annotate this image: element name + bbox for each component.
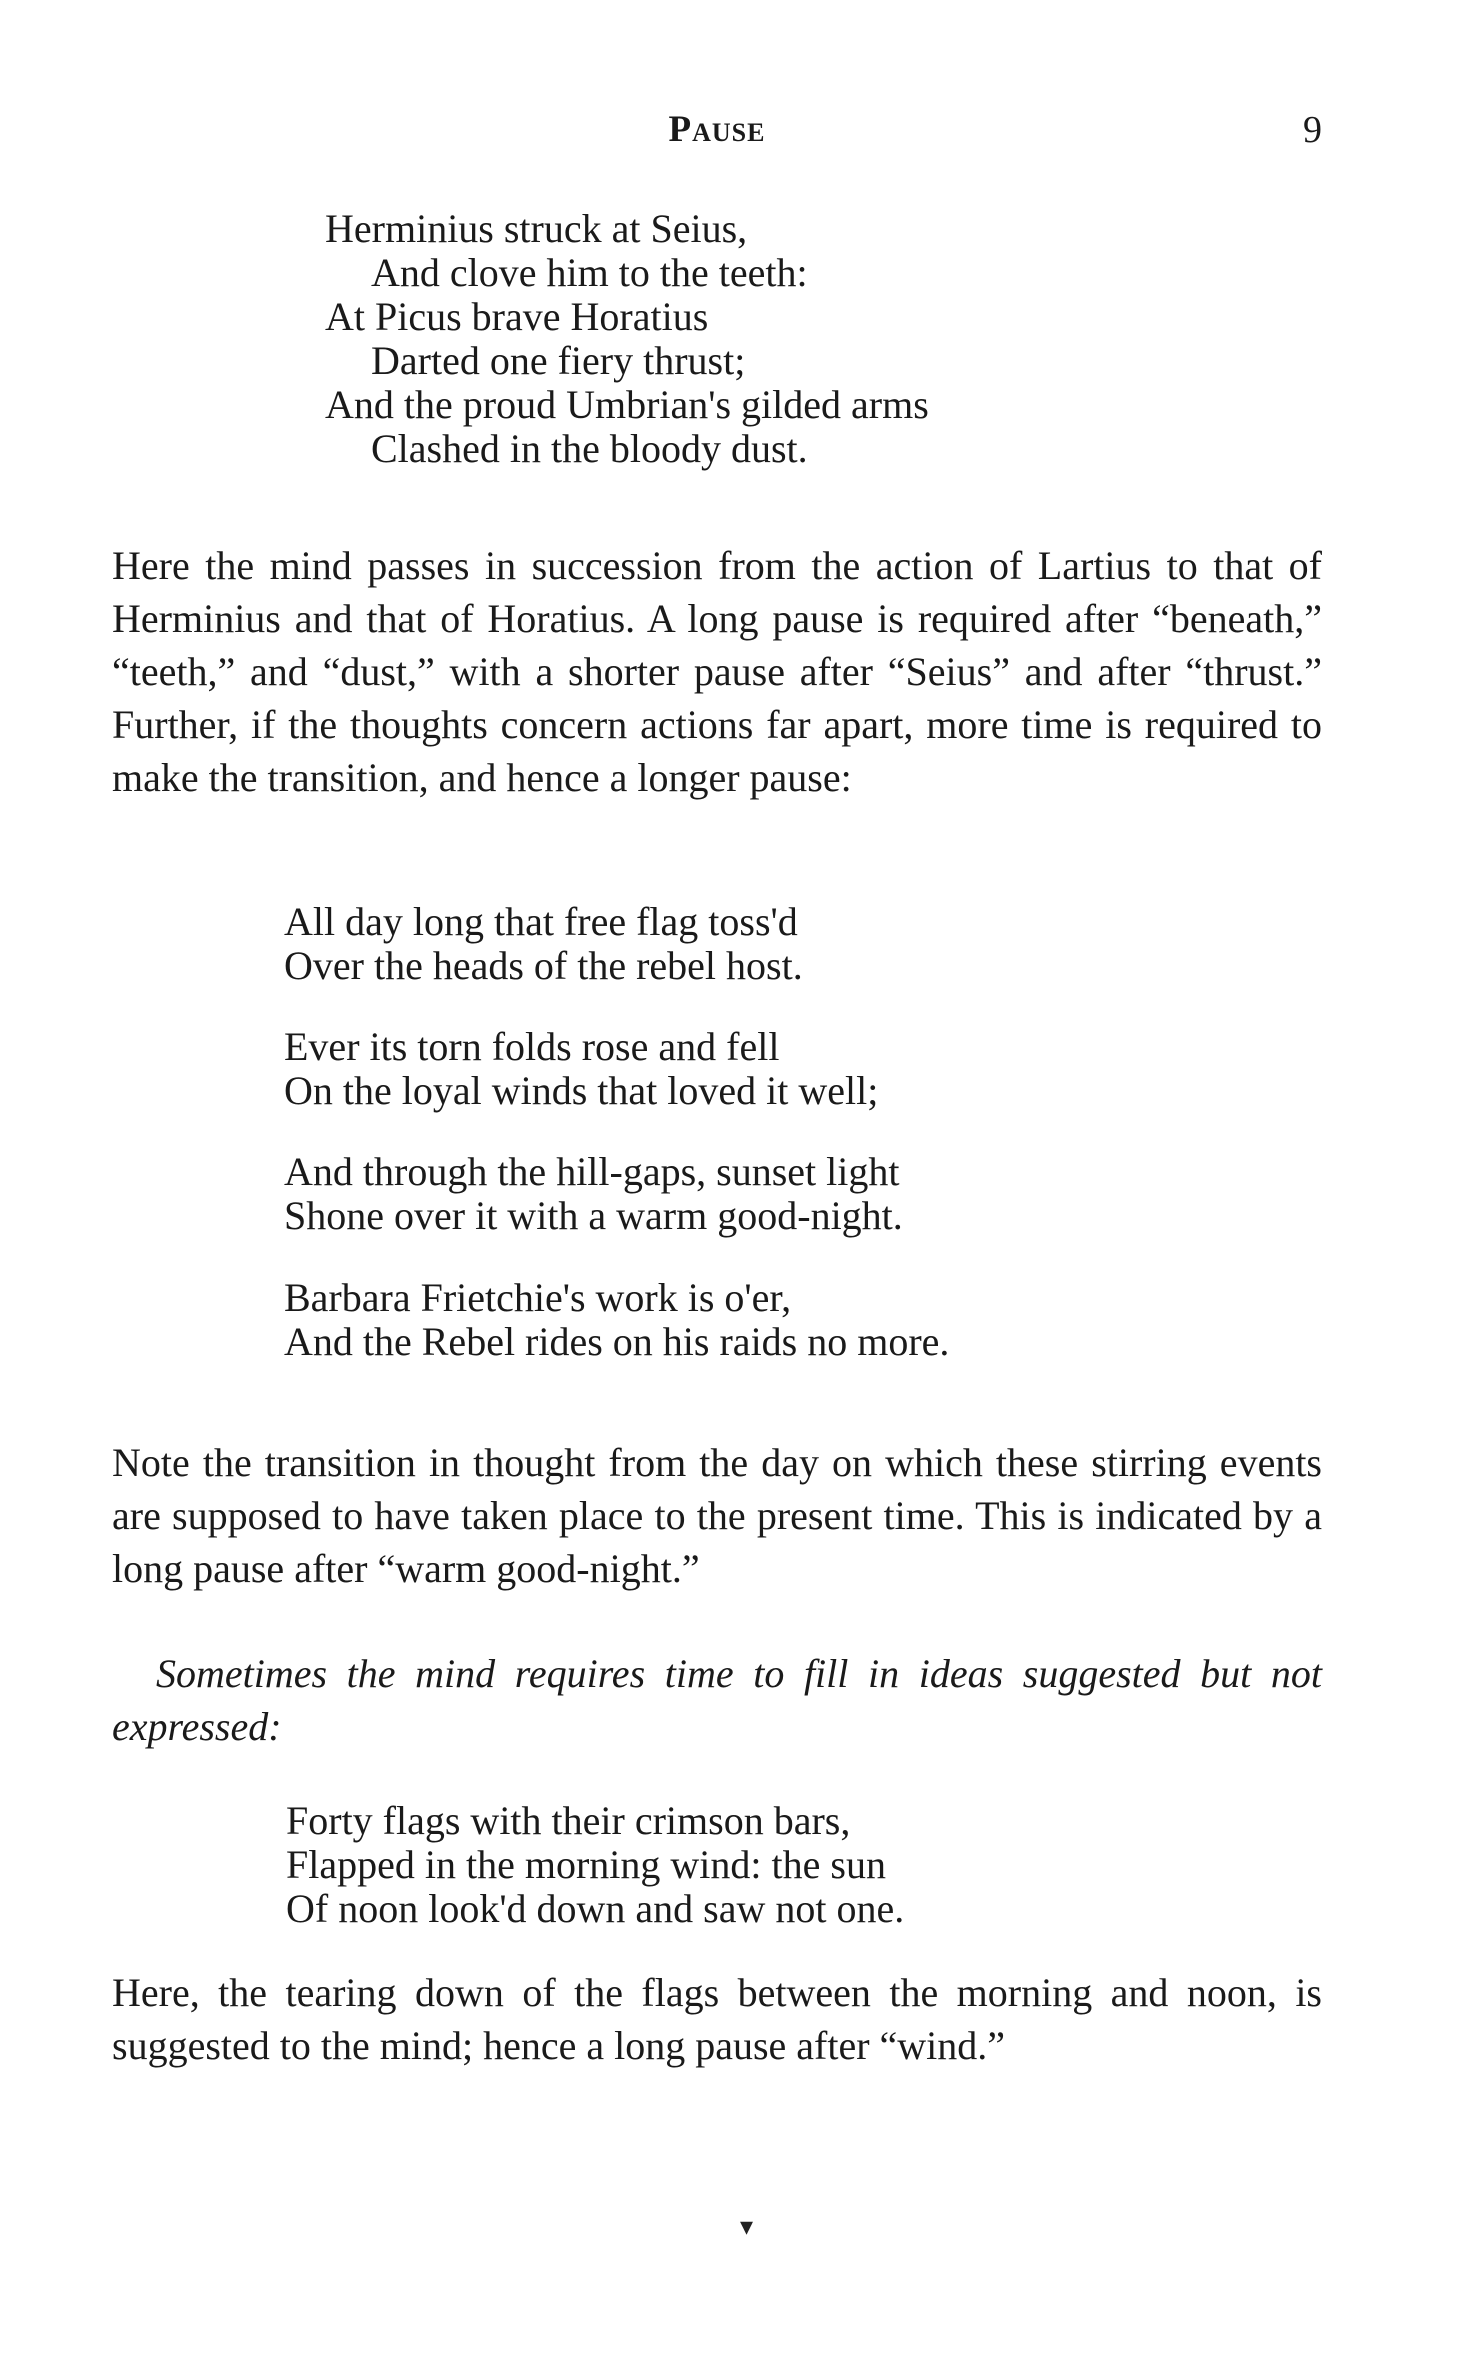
verse-line: And the proud Umbrian's gilded arms — [325, 382, 929, 427]
verse-line: Herminius struck at Seius, — [325, 206, 748, 251]
verse-frietchie-stanza-4 — [284, 1276, 949, 1364]
verse-line: Over the heads of the rebel host. — [284, 943, 803, 988]
page-number: 9 — [1303, 109, 1322, 151]
verse-line: Clashed in the bloody dust. — [371, 426, 808, 471]
paragraph-text: Here, the tearing down of the flags between the morning and noon, is suggested to the mind; hence a long pause after “wind.” — [112, 1970, 1322, 2068]
printer-mark: ▾ — [740, 2212, 754, 2241]
verse-line: Shone over it with a warm good-night. — [284, 1193, 903, 1238]
paragraph-transition — [112, 1436, 1322, 1595]
verse-line: On the loyal winds that loved it well; — [284, 1068, 879, 1113]
page-header — [112, 108, 1322, 158]
verse-line: And the Rebel rides on his raids no more. — [284, 1319, 950, 1364]
verse-line: And through the hill-gaps, sunset light — [284, 1149, 900, 1194]
verse-line: At Picus brave Horatius — [325, 294, 709, 339]
paragraph-text: Here the mind passes in succession from the action of Lartius to that of Herminius and that of Horatius. A long pause is required after “beneath,” “teeth,” and “dust,” with a shorter pause after “Seius” and after “thrust.” Further, if the thoughts concern actions far apart, more time is required to make the transition, and hence a longer pause: — [112, 543, 1322, 800]
verse-frietchie-stanza-2 — [284, 1025, 878, 1113]
paragraph-suggested-ideas — [112, 1647, 1322, 1753]
paragraph-text: Note the transition in thought from the day on which these stirring events are supposed to have taken place to the present time. This is indicated by a long pause after “warm good-night.” — [112, 1440, 1322, 1591]
verse-line: Forty flags with their crimson bars, — [286, 1798, 851, 1843]
paragraph-text: Sometimes the mind requires time to fill in ideas suggested but not expressed: — [112, 1651, 1322, 1749]
verse-line: Of noon look'd down and saw not one. — [286, 1886, 905, 1931]
verse-frietchie-stanza-1 — [284, 900, 803, 988]
paragraph-succession — [112, 539, 1322, 804]
verse-line: All day long that free flag toss'd — [284, 899, 798, 944]
verse-forty-flags — [286, 1799, 904, 1931]
paragraph-flags — [112, 1966, 1322, 2072]
verse-line: Barbara Frietchie's work is o'er, — [284, 1275, 792, 1320]
verse-line: Ever its torn folds rose and fell — [284, 1024, 780, 1069]
verse-frietchie-stanza-3 — [284, 1150, 903, 1238]
verse-line: Darted one fiery thrust; — [371, 338, 746, 383]
verse-line: And clove him to the teeth: — [371, 250, 808, 295]
verse-horatius — [325, 207, 929, 471]
verse-line: Flapped in the morning wind: the sun — [286, 1842, 886, 1887]
running-head: Pause — [668, 109, 766, 150]
